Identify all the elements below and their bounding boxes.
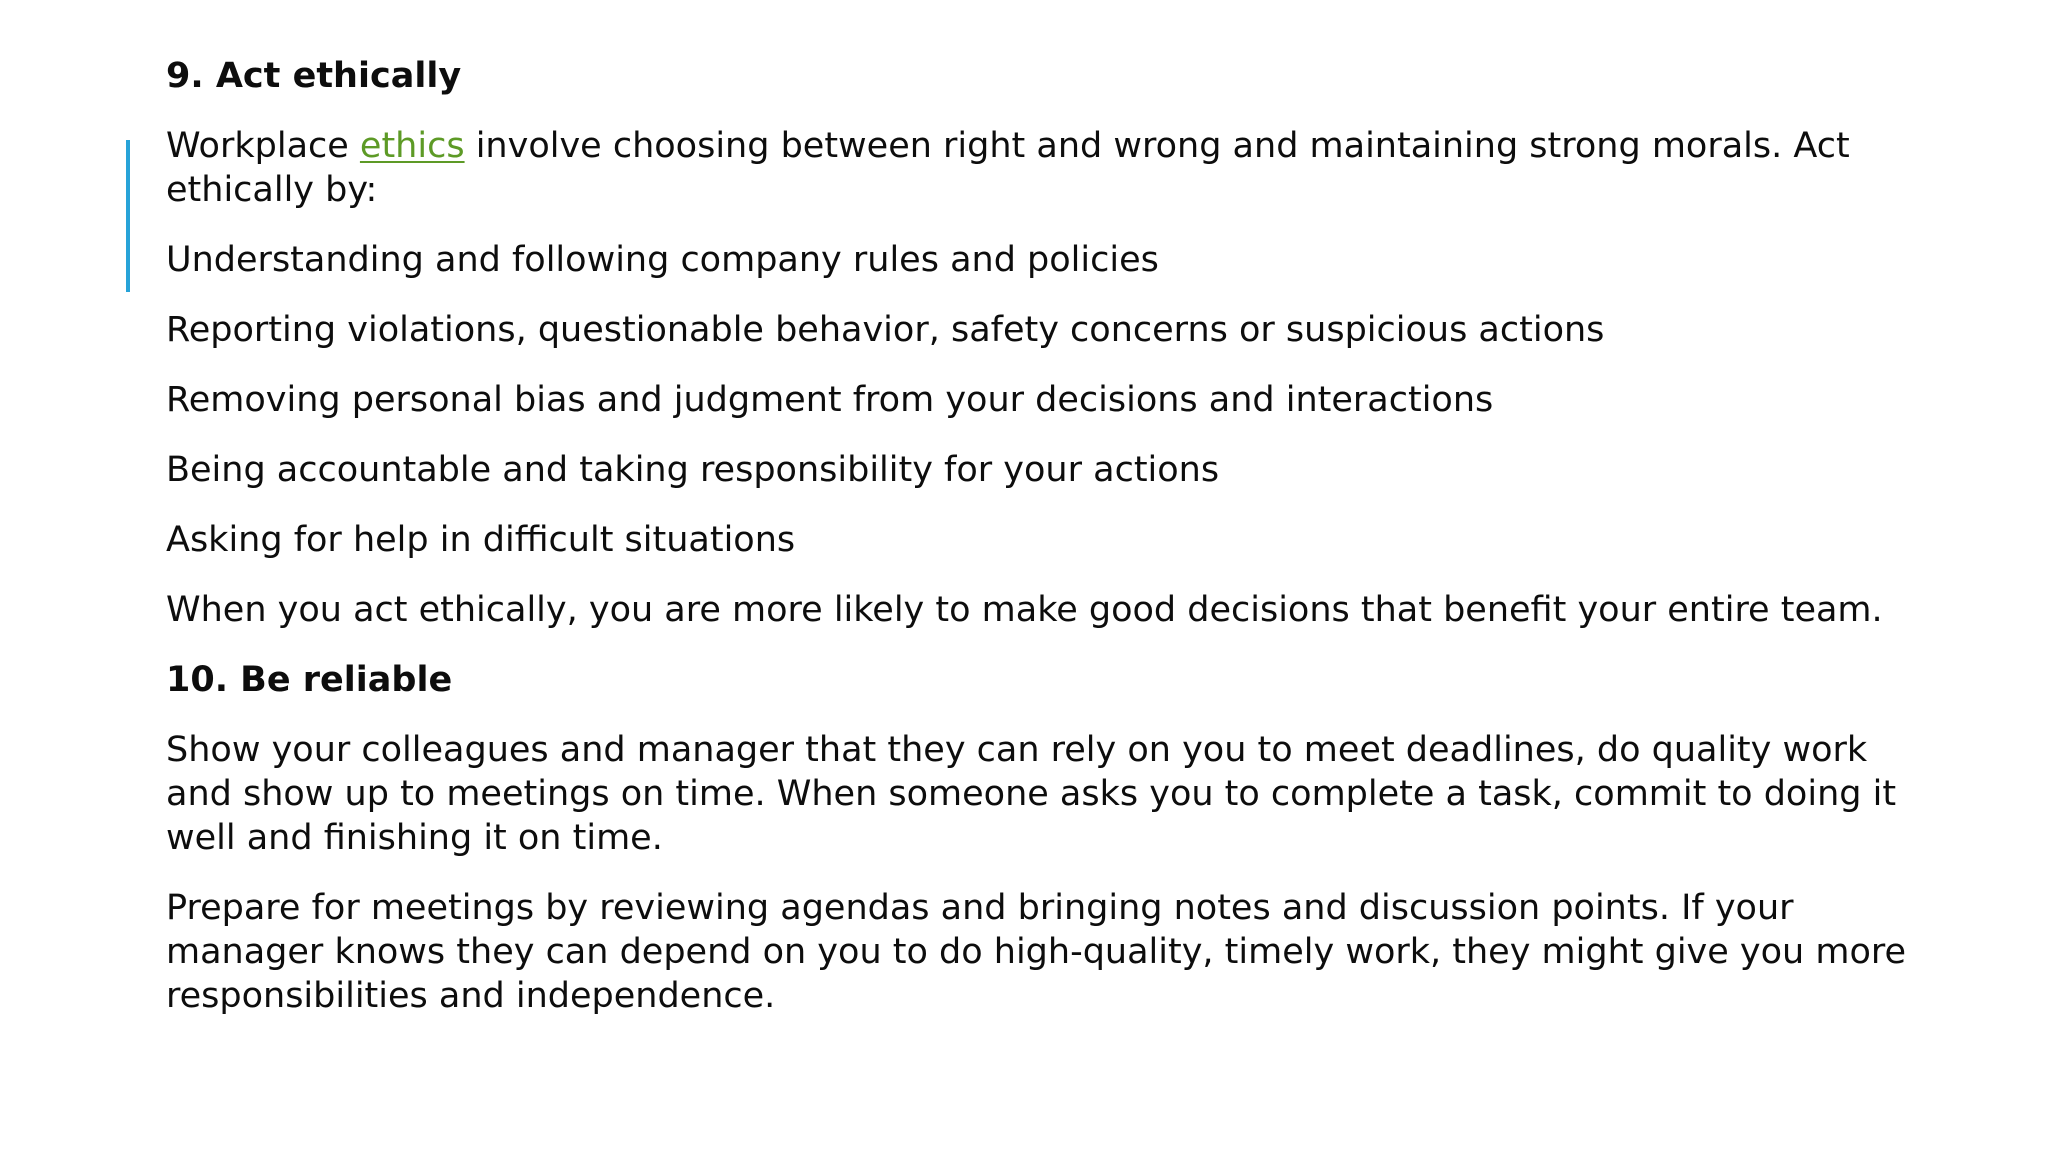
- intro-text-after: involve choosing between right and wrong and maintaining strong morals. Act ethically by:: [166, 126, 1850, 210]
- ethics-item-1: Understanding and following company rules and policies: [166, 240, 1159, 280]
- section-10-paragraph-1: Show your colleagues and manager that they can rely on you to meet deadlines, do quality work and show up to meetings on time. When someone asks you to complete a task, commit to doing it well and finishing it on time.: [166, 730, 1897, 858]
- ethics-link[interactable]: ethics: [359, 126, 465, 166]
- intro-text-before: Workplace: [166, 126, 360, 166]
- slide-content: [166, 54, 1926, 1044]
- accent-bar: [126, 140, 130, 292]
- section-9-conclusion: When you act ethically, you are more likely to make good decisions that benefit your entire team.: [166, 590, 1883, 630]
- ethics-item-3: Removing personal bias and judgment from your decisions and interactions: [166, 380, 1494, 420]
- section-9-heading: 9. Act ethically: [166, 56, 462, 96]
- ethics-item-4: Being accountable and taking responsibility for your actions: [166, 450, 1220, 490]
- ethics-item-5: Asking for help in difficult situations: [166, 520, 796, 560]
- ethics-item-2: Reporting violations, questionable behavior, safety concerns or suspicious actions: [166, 310, 1605, 350]
- section-10-heading: 10. Be reliable: [166, 660, 453, 700]
- section-10-paragraph-2: Prepare for meetings by reviewing agendas and bringing notes and discussion points. If your manager knows they can depend on you to do high-quality, timely work, they might give you more responsibilities and independence.: [166, 888, 1907, 1016]
- section-9-intro: [166, 124, 1926, 212]
